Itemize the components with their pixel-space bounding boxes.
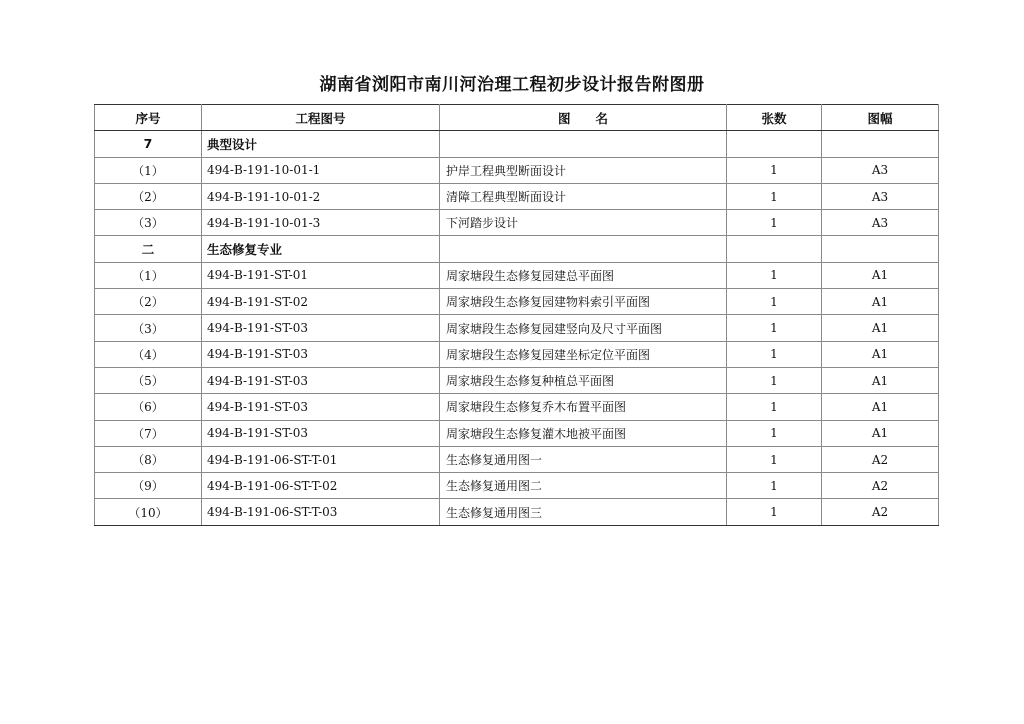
table-row [95,420,939,446]
sheet-size-cell: A3 [822,210,939,236]
drawing-name-cell: 周家塘段生态修复乔木布置平面图 [440,394,727,420]
drawing-name-cell: 周家塘段生态修复园建物料索引平面图 [440,289,727,315]
sheet-count-cell: 1 [727,499,822,525]
sheet-count-cell: 1 [727,183,822,209]
table-row [95,262,939,288]
table-row [95,394,939,420]
serial-no-cell: （1） [95,157,202,183]
table-row [95,446,939,472]
drawing-code-cell: 494-B-191-ST-03 [202,315,440,341]
serial-no-cell: （5） [95,367,202,393]
drawing-code-cell: 494-B-191-06-ST-T-02 [202,473,440,499]
drawing-code-cell: 494-B-191-ST-03 [202,394,440,420]
table-header-row [95,105,939,131]
table-body [95,131,939,525]
header-sheet-count: 张数 [727,105,822,131]
serial-no-cell: （2） [95,183,202,209]
serial-no-cell: （7） [95,420,202,446]
sheet-size-cell: A1 [822,420,939,446]
sheet-count-cell: 1 [727,210,822,236]
sheet-size-cell [822,131,939,157]
drawing-index-table [94,104,939,526]
sheet-size-cell: A3 [822,183,939,209]
header-sheet-size: 图幅 [822,105,939,131]
serial-no-cell: （6） [95,394,202,420]
drawing-name-cell [440,236,727,262]
sheet-size-cell: A1 [822,341,939,367]
sheet-count-cell: 1 [727,446,822,472]
drawing-name-cell: 下河踏步设计 [440,210,727,236]
sheet-count-cell: 1 [727,394,822,420]
sheet-count-cell [727,131,822,157]
sheet-count-cell: 1 [727,157,822,183]
drawing-name-cell: 周家塘段生态修复园建竖向及尺寸平面图 [440,315,727,341]
drawing-code-cell: 典型设计 [202,131,440,157]
sheet-size-cell: A2 [822,499,939,525]
serial-no-cell: （9） [95,473,202,499]
table-row [95,289,939,315]
sheet-count-cell: 1 [727,341,822,367]
drawing-name-cell: 护岸工程典型断面设计 [440,157,727,183]
serial-no-cell: （1） [95,262,202,288]
header-serial-no: 序号 [95,105,202,131]
drawing-name-cell: 清障工程典型断面设计 [440,183,727,209]
sheet-count-cell: 1 [727,420,822,446]
drawing-name-cell: 生态修复通用图三 [440,499,727,525]
serial-no-cell: （4） [95,341,202,367]
serial-no-cell: 7 [95,131,202,157]
sheet-size-cell: A2 [822,446,939,472]
table-row [95,157,939,183]
serial-no-cell: （10） [95,499,202,525]
sheet-size-cell: A1 [822,262,939,288]
sheet-size-cell: A1 [822,367,939,393]
drawing-name-cell [440,131,727,157]
serial-no-cell: （3） [95,315,202,341]
sheet-size-cell: A1 [822,394,939,420]
drawing-code-cell: 494-B-191-ST-03 [202,420,440,446]
sheet-size-cell [822,236,939,262]
table-row [95,210,939,236]
drawing-name-cell: 周家塘段生态修复灌木地被平面图 [440,420,727,446]
header-drawing-code: 工程图号 [202,105,440,131]
drawing-code-cell: 494-B-191-06-ST-T-01 [202,446,440,472]
drawing-name-cell: 生态修复通用图二 [440,473,727,499]
serial-no-cell: （2） [95,289,202,315]
sheet-count-cell: 1 [727,289,822,315]
sheet-count-cell: 1 [727,367,822,393]
drawing-name-cell: 生态修复通用图一 [440,446,727,472]
sheet-count-cell [727,236,822,262]
sheet-size-cell: A1 [822,289,939,315]
drawing-code-cell: 494-B-191-10-01-2 [202,183,440,209]
serial-no-cell: 二 [95,236,202,262]
drawing-code-cell: 494-B-191-ST-03 [202,367,440,393]
sheet-count-cell: 1 [727,315,822,341]
sheet-size-cell: A2 [822,473,939,499]
drawing-name-cell: 周家塘段生态修复园建坐标定位平面图 [440,341,727,367]
table-row [95,315,939,341]
drawing-code-cell: 494-B-191-06-ST-T-03 [202,499,440,525]
drawing-name-cell: 周家塘段生态修复种植总平面图 [440,367,727,393]
serial-no-cell: （8） [95,446,202,472]
drawing-name-cell: 周家塘段生态修复园建总平面图 [440,262,727,288]
sheet-size-cell: A3 [822,157,939,183]
table-row [95,473,939,499]
table-row [95,367,939,393]
drawing-code-cell: 494-B-191-ST-01 [202,262,440,288]
drawing-code-cell: 494-B-191-10-01-3 [202,210,440,236]
drawing-code-cell: 494-B-191-10-01-1 [202,157,440,183]
section-row [95,131,939,157]
sheet-count-cell: 1 [727,473,822,499]
section-row [95,236,939,262]
drawing-code-cell: 生态修复专业 [202,236,440,262]
header-drawing-name: 图 名 [440,105,727,131]
table-row [95,341,939,367]
drawing-code-cell: 494-B-191-ST-03 [202,341,440,367]
serial-no-cell: （3） [95,210,202,236]
table-row [95,183,939,209]
sheet-size-cell: A1 [822,315,939,341]
drawing-code-cell: 494-B-191-ST-02 [202,289,440,315]
sheet-count-cell: 1 [727,262,822,288]
document-title: 湖南省浏阳市南川河治理工程初步设计报告附图册 [319,75,705,95]
table-row [95,499,939,525]
